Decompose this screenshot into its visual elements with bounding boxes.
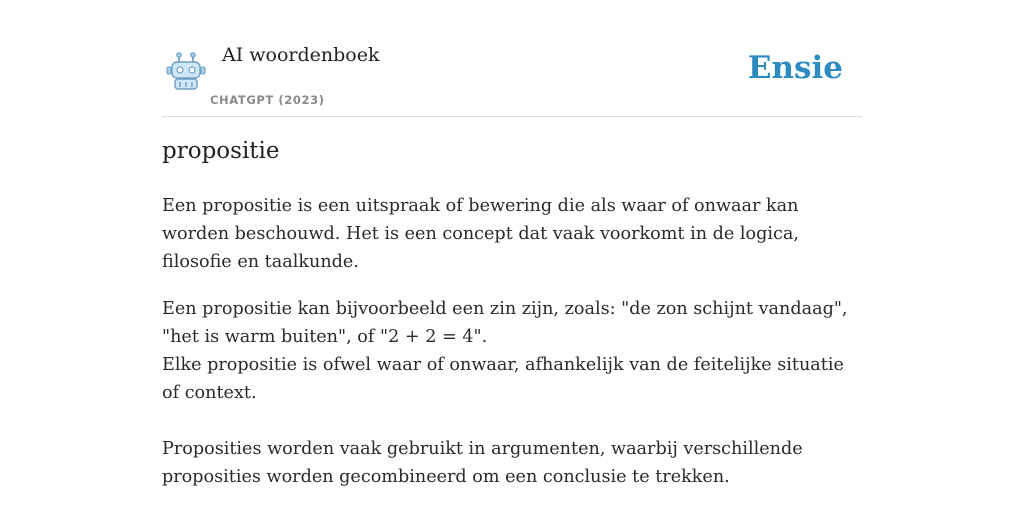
definition-paragraph-1: Een propositie is een uitspraak of bewering die als waar of onwaar kan worden beschouwd. Het is een concept dat vaak voorkomt in de logica, filosofie en taalkunde. <box>162 196 799 272</box>
brand-logo[interactable]: Ensie <box>747 50 843 86</box>
source-title[interactable]: AI woordenboek <box>222 44 380 66</box>
source-header <box>162 40 862 117</box>
source-subtitle: CHATGPT (2023) <box>210 93 325 107</box>
definition-paragraph-2 <box>162 295 862 407</box>
entry-term: propositie <box>162 138 280 164</box>
definition-paragraph-2-line-1: Een propositie kan bijvoorbeeld een zin zijn, zoals: "de zon schijnt vandaag", "het is warm buiten", of "2 + 2 = 4". <box>162 299 848 347</box>
definition-paragraph-2-line-2: Elke propositie is ofwel waar of onwaar, afhankelijk van de feitelijke situatie of context. <box>162 355 844 403</box>
definition-paragraph-3: Proposities worden vaak gebruikt in argumenten, waarbij verschillende proposities worden gecombineerd om een conclusie te trekken. <box>162 439 803 487</box>
robot-icon <box>166 52 206 90</box>
